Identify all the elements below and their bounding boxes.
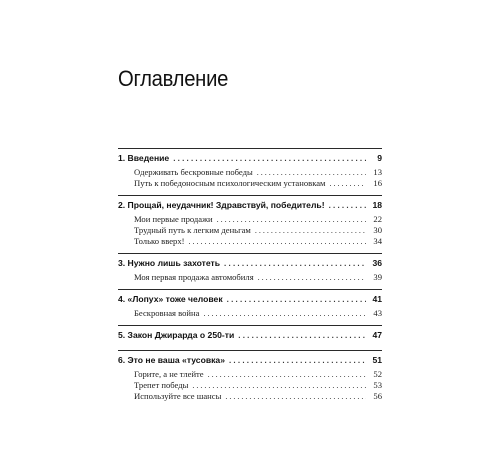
chapter-page-number: 9 xyxy=(377,153,382,163)
dot-leader xyxy=(257,168,366,177)
toc-chapter-entry[interactable] xyxy=(118,294,382,306)
subsection-page-number: 34 xyxy=(373,236,382,246)
table-of-contents xyxy=(118,148,382,408)
subsection-title: Трудный путь к легким деньгам xyxy=(134,225,251,235)
dot-leader xyxy=(258,273,366,282)
dot-leader xyxy=(208,370,366,379)
toc-chapter xyxy=(118,351,382,408)
toc-chapter xyxy=(118,254,382,289)
dot-leader xyxy=(217,215,366,224)
toc-chapter-entry[interactable] xyxy=(118,200,382,212)
subsection-page-number: 53 xyxy=(373,380,382,390)
toc-subsection-entry[interactable] xyxy=(118,214,382,225)
dot-leader xyxy=(227,295,366,304)
subsection-page-number: 13 xyxy=(373,167,382,177)
subsection-page-number: 39 xyxy=(373,272,382,282)
subsection-page-number: 22 xyxy=(373,214,382,224)
dot-leader xyxy=(173,154,366,163)
chapter-title: 3. Нужно лишь захотеть xyxy=(118,258,221,268)
toc-subsection-entry[interactable] xyxy=(118,391,382,402)
toc-subsection-entry[interactable] xyxy=(118,308,382,319)
dot-leader xyxy=(255,226,366,235)
chapter-page-number: 41 xyxy=(372,294,382,304)
toc-subsection-entry[interactable] xyxy=(118,380,382,391)
dot-leader xyxy=(189,237,366,246)
chapter-title: 4. «Лопух» тоже человек xyxy=(118,294,223,304)
dot-leader xyxy=(224,259,366,268)
toc-subsection-entry[interactable] xyxy=(118,236,382,247)
toc-chapter-entry[interactable] xyxy=(118,355,382,367)
chapter-title: 5. Закон Джирарда о 250-ти xyxy=(118,330,235,340)
toc-chapter-entry[interactable] xyxy=(118,153,382,165)
subsection-title: Только вверх! xyxy=(134,236,185,246)
subsection-page-number: 52 xyxy=(373,369,382,379)
chapter-page-number: 18 xyxy=(372,200,382,210)
dot-leader xyxy=(229,356,366,365)
subsection-title: Моя первая продажа автомобиля xyxy=(134,272,254,282)
toc-chapter xyxy=(118,326,382,350)
subsection-title: Мои первые продажи xyxy=(134,214,213,224)
dot-leader xyxy=(330,179,367,188)
subsection-page-number: 16 xyxy=(373,178,382,188)
subsection-title: Бескровная война xyxy=(134,308,200,318)
chapter-title: 2. Прощай, неудачник! Здравствуй, победитель! xyxy=(118,200,325,210)
page-title: Оглавление xyxy=(118,66,229,91)
dot-leader xyxy=(329,201,366,210)
toc-subsection-entry[interactable] xyxy=(118,272,382,283)
toc-chapter xyxy=(118,149,382,195)
dot-leader xyxy=(238,331,366,340)
subsection-page-number: 30 xyxy=(373,225,382,235)
dot-leader xyxy=(225,392,366,401)
toc-chapter-entry[interactable] xyxy=(118,330,382,342)
toc-subsection-entry[interactable] xyxy=(118,167,382,178)
chapter-title: 1. Введение xyxy=(118,153,170,163)
dot-leader xyxy=(203,309,366,318)
subsection-title: Одерживать бескровные победы xyxy=(134,167,253,177)
toc-chapter xyxy=(118,290,382,325)
chapter-title: 6. Это не ваша «тусовка» xyxy=(118,355,225,365)
subsection-page-number: 56 xyxy=(373,391,382,401)
subsection-title: Используйте все шансы xyxy=(134,391,222,401)
subsection-page-number: 43 xyxy=(373,308,382,318)
chapter-page-number: 51 xyxy=(372,355,382,365)
subsection-title: Путь к победоносным психологическим установкам xyxy=(134,178,326,188)
subsection-title: Горите, а не тлейте xyxy=(134,369,204,379)
chapter-page-number: 36 xyxy=(372,258,382,268)
toc-subsection-entry[interactable] xyxy=(118,178,382,189)
subsection-title: Трепет победы xyxy=(134,380,189,390)
toc-subsection-entry[interactable] xyxy=(118,369,382,380)
chapter-page-number: 47 xyxy=(372,330,382,340)
dot-leader xyxy=(192,381,366,390)
toc-subsection-entry[interactable] xyxy=(118,225,382,236)
toc-chapter-entry[interactable] xyxy=(118,258,382,270)
toc-chapter xyxy=(118,196,382,253)
